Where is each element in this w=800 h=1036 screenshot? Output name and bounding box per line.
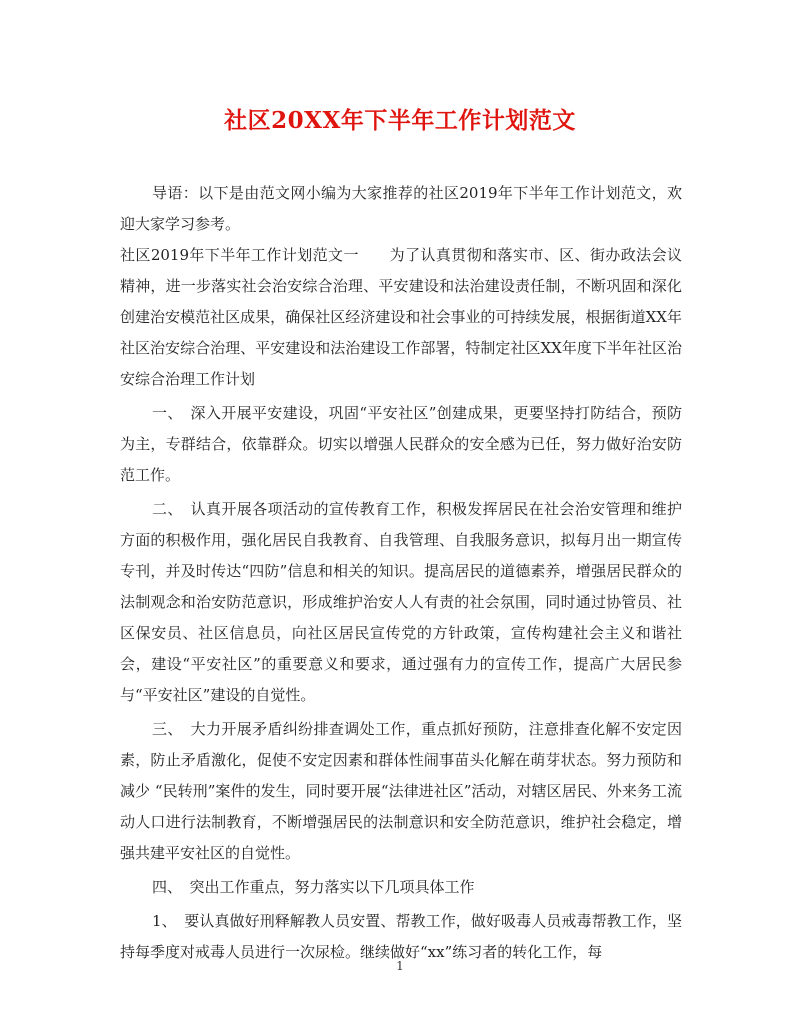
paragraph-item-one: 1、 要认真做好刑释解教人员安置、帮教工作，做好吸毒人员戒毒帮教工作，坚持每季度对戒毒人员进行一次尿检。继续做好“xx”练习者的转化工作，每 [120, 912, 682, 961]
paragraph-section-two: 二、 认真开展各项活动的宣传教育工作，积极发挥居民在社会治安管理和维护方面的积极作用，强化居民自我教育、自我管理、自我服务意识，拟每月出一期宣传专刊，并及时传达“四防”信息和相关的知识。提高居民的道德素养，增强居民群众的法制观念和治安防范意识，形成维护治安人人有责的社会氛围，同时通过协管员、社区保安员、社区信息员，向社区居民宣传党的方针政策，宣传构建社会主义和谐社会，建设“平安社区”的重要意义和要求，通过强有力的宣传工作，提高广大居民参与“平安社区”建设的自觉性。 [120, 500, 682, 704]
paragraph-intro: 导语：以下是由范文网小编为大家推荐的社区2019年下半年工作计划范文，欢迎大家学习参考。 [120, 184, 682, 233]
page-number: 1 [396, 959, 404, 973]
document-body [120, 178, 682, 968]
paragraph-plan-one: 社区2019年下半年工作计划范文一 为了认真贯彻和落实市、区、街办政法会议精神，进一步落实社会治安综合治理、平安建设和法治建设责任制，不断巩固和深化创建治安模范社区成果，确保社区经济建设和社会事业的可持续发展，根据街道XX年社区治安综合治理、平安建设和法治建设工作部署，特制定社区XX年度下半年社区治安综合治理工作计划 [120, 246, 682, 388]
paragraph-section-four: 四、 突出工作重点，努力落实以下几项具体工作 [152, 878, 475, 896]
document-title: 社区20XX年下半年工作计划范文 [224, 107, 576, 134]
paragraph-section-three: 三、 大力开展矛盾纠纷排查调处工作，重点抓好预防，注意排查化解不安定因素，防止矛盾激化，促使不安定因素和群体性闹事苗头化解在萌芽状态。努力预防和减少 “民转刑”案件的发生，同时要开展“法律进社区”活动，对辖区居民、外来务工流动人口进行法制教育，不断增强居民的法制意识和安全防范意识，维护社会稳定，增强共建平安社区的自觉性。 [120, 720, 682, 862]
paragraph-section-one: 一、 深入开展平安建设，巩固“平安社区”创建成果，更要坚持打防结合，预防为主，专群结合，依靠群众。切实以增强人民群众的安全感为已任，努力做好治安防范工作。 [120, 404, 682, 484]
